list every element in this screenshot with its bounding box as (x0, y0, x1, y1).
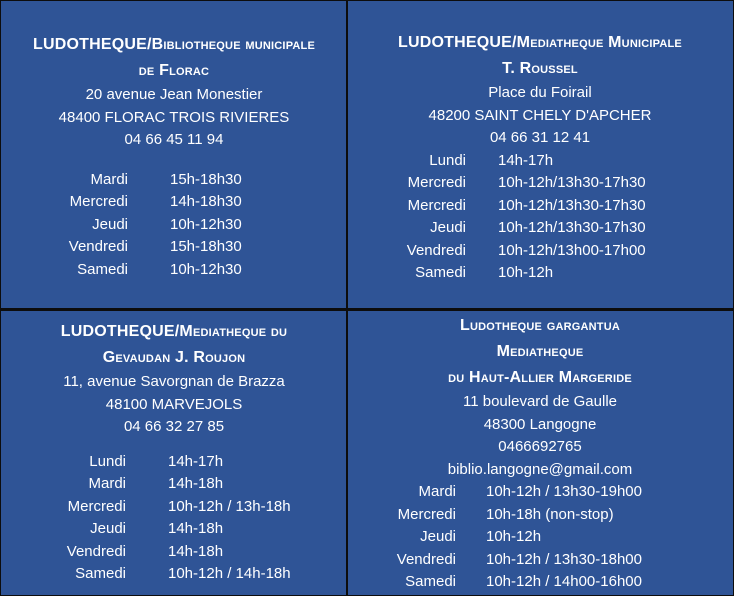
hours-value: 14h-18h (168, 542, 224, 560)
address-line: 11, avenue Savorgnan de Brazza (63, 373, 285, 390)
schedule-row (2, 214, 346, 237)
schedule-row (348, 549, 732, 572)
schedule-row (2, 541, 346, 564)
hours-value: 15h-18h30 (170, 238, 242, 255)
day-label: Vendredi (396, 550, 456, 568)
day-label: Samedi (415, 264, 466, 281)
schedule-row (348, 262, 732, 285)
hours-value: 10h-12h (498, 264, 554, 281)
schedule (348, 481, 732, 594)
address-line: 20 avenue Jean Monestier (85, 86, 263, 103)
address-line: 48200 SAINT CHELY D'APCHER (428, 106, 652, 124)
cell-title (348, 2, 732, 82)
hours-value: 10h-12h/13h30-17h30 (498, 219, 646, 236)
day-label: Vendredi (66, 542, 126, 560)
hours-value: 10h-12h30 (170, 260, 242, 278)
day-label: Mardi (88, 475, 126, 492)
schedule-row (348, 571, 732, 594)
day-label: Mardi (90, 170, 128, 188)
day-label: Samedi (77, 260, 128, 278)
schedule-row (2, 563, 346, 586)
schedule (2, 169, 346, 282)
schedule-row (348, 150, 732, 173)
address-block (2, 371, 346, 439)
hours-value: 10h-12h/13h00-17h00 (498, 241, 646, 259)
day-label: Mercredi (67, 497, 126, 515)
schedule-row (348, 240, 732, 263)
phone-number: 04 66 32 27 85 (123, 418, 225, 435)
address-line: 48100 MARVEJOLS (105, 395, 243, 413)
cell-langogne (348, 311, 732, 596)
phone-number: 0466692765 (498, 438, 582, 455)
title-line: T. Roussel (502, 60, 578, 77)
schedule-row (2, 473, 346, 496)
address-line: 11 boulevard de Gaulle (463, 393, 617, 410)
email-address: biblio.langogne@gmail.com (447, 460, 633, 478)
phone-number: 04 66 45 11 94 (124, 131, 224, 148)
schedule-row (348, 504, 732, 527)
schedule-row (2, 259, 346, 282)
hours-value: 15h-18h30 (170, 170, 242, 188)
schedule-row (2, 191, 346, 214)
cell-title (2, 2, 346, 84)
day-label: Mercredi (69, 193, 128, 210)
hours-value: 14h-18h (168, 475, 224, 492)
schedule-row (348, 526, 732, 549)
hours-value: 14h-17h (498, 151, 554, 169)
day-label: Lundi (429, 151, 466, 169)
title-line: du Haut-Allier Margeride (448, 369, 632, 386)
column-divider (346, 0, 348, 596)
schedule-row (2, 236, 346, 259)
address-line: 48300 Langogne (483, 415, 597, 433)
day-label: Jeudi (420, 528, 456, 545)
title-line: Mediatheque (496, 343, 584, 360)
address-block (348, 82, 732, 150)
schedule-row (348, 481, 732, 504)
title-line: Ludotheque gargantua (460, 317, 620, 334)
hours-value: 10h-12h (486, 528, 542, 545)
address-line: 48400 FLORAC TROIS RIVIERES (58, 108, 290, 126)
day-label: Mercredi (397, 505, 456, 523)
hours-value: 10h-12h30 (170, 215, 242, 233)
schedule-row (348, 172, 732, 195)
hours-value: 10h-12h/13h30-17h30 (498, 196, 646, 214)
hours-value: 10h-18h (non-stop) (486, 505, 614, 523)
schedule-row (348, 217, 732, 240)
schedule-row (2, 518, 346, 541)
address-block (348, 391, 732, 481)
day-label: Lundi (89, 452, 126, 470)
phone-number: 04 66 31 12 41 (489, 129, 591, 146)
schedule-row (348, 195, 732, 218)
hours-value: 14h-18h (168, 520, 224, 537)
schedule-row (2, 451, 346, 474)
cell-marvejols (2, 311, 346, 596)
title-line: Gevaudan J. Roujon (102, 349, 246, 366)
title-line: LUDOTHEQUE/Bibliotheque municipale (32, 36, 316, 53)
day-label: Jeudi (430, 219, 466, 236)
cell-saint-chely (348, 2, 732, 308)
hours-value: 14h-17h (168, 452, 224, 470)
hours-value: 10h-12h / 13h-18h (168, 497, 291, 515)
cell-title (2, 311, 346, 371)
day-label: Samedi (405, 573, 456, 590)
day-label: Vendredi (68, 238, 128, 255)
day-label: Jeudi (92, 215, 128, 233)
schedule-row (2, 496, 346, 519)
address-block (2, 84, 346, 152)
schedule-row (2, 169, 346, 192)
title-line: LUDOTHEQUE/Mediatheque Municipale (398, 34, 682, 51)
title-line: de Florac (138, 62, 210, 79)
title-line: LUDOTHEQUE/Mediatheque du (60, 323, 288, 340)
hours-value: 10h-12h/13h30-17h30 (498, 174, 646, 191)
day-label: Vendredi (406, 241, 466, 259)
hours-value: 10h-12h / 13h30-18h00 (486, 550, 642, 568)
hours-value: 14h-18h30 (170, 193, 242, 210)
cell-title (348, 311, 732, 391)
row-divider (0, 308, 734, 311)
hours-value: 10h-12h / 14h00-16h00 (486, 573, 642, 590)
cell-florac (2, 2, 346, 308)
hours-value: 10h-12h / 14h-18h (168, 565, 291, 582)
day-label: Jeudi (90, 520, 126, 537)
day-label: Mercredi (407, 196, 466, 214)
schedule (2, 451, 346, 586)
day-label: Mercredi (407, 174, 466, 191)
schedule (348, 150, 732, 285)
hours-value: 10h-12h / 13h30-19h00 (486, 483, 642, 500)
day-label: Mardi (418, 483, 456, 500)
day-label: Samedi (75, 565, 126, 582)
address-line: Place du Foirail (488, 84, 592, 101)
